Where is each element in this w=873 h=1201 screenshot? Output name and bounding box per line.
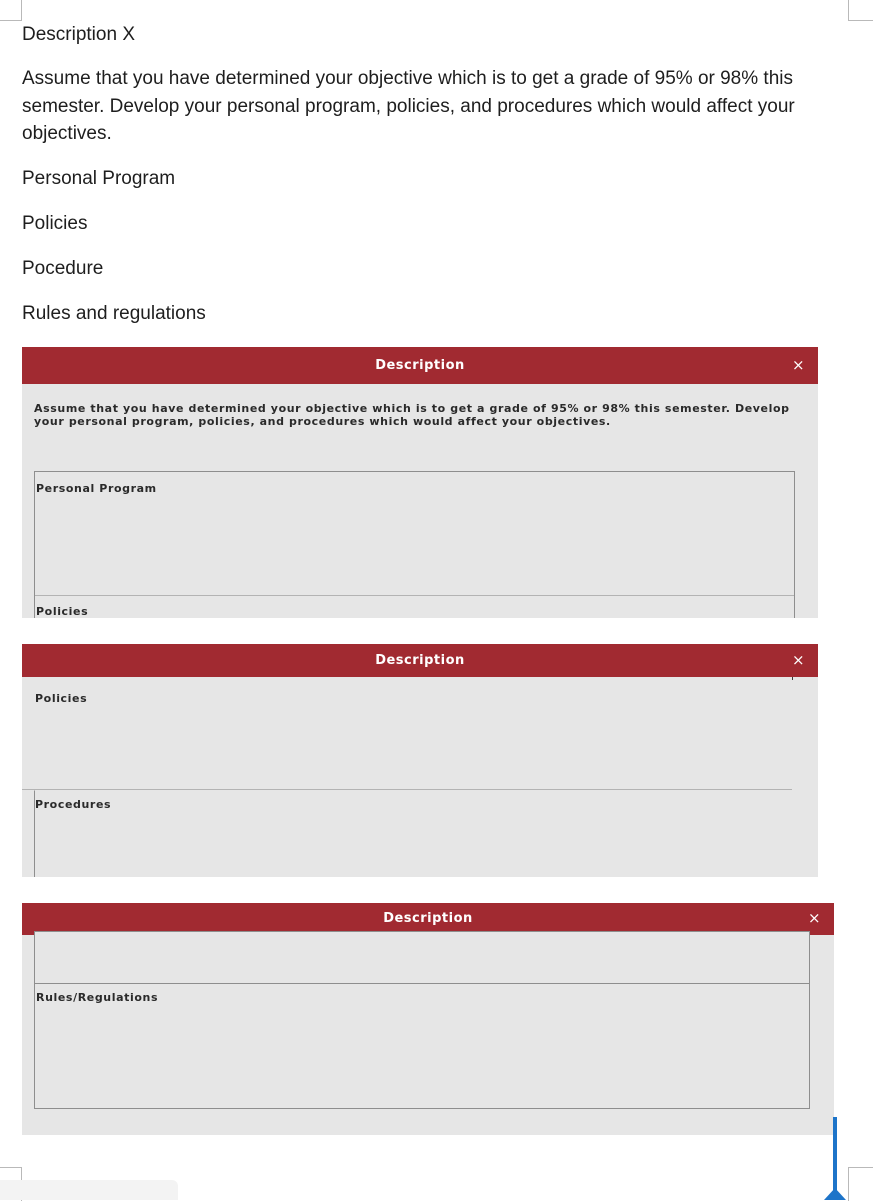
- panel-2-header: [22, 644, 818, 677]
- policies-field[interactable]: [22, 680, 794, 792]
- document-item-policies: Policies: [22, 213, 88, 234]
- panel-2-header-title: Description: [375, 653, 465, 668]
- panel-1-description: Assume that you have determined your objective which is to get a grade of 95% or 98% this semester. Develop your personal program, policies, and procedures which would affect your objectives.: [34, 402, 790, 428]
- panel-1-header-title: Description: [375, 358, 465, 373]
- close-icon[interactable]: ×: [808, 909, 821, 927]
- document-paragraph: Assume that you have determined your objective which is to get a grade of 95% or 98% this semester. Develop your personal program, policies, and procedures which would affect your objectives.: [22, 68, 795, 144]
- document-item-personal-program: Personal Program: [22, 168, 176, 189]
- policies-label: Policies: [36, 605, 89, 618]
- close-icon[interactable]: ×: [792, 651, 805, 669]
- policies-label: Policies: [35, 692, 88, 705]
- page-corner-bottom-right: [848, 1167, 873, 1201]
- description-panel-1: [22, 347, 818, 618]
- document-title: Description X: [22, 24, 135, 45]
- close-icon[interactable]: ×: [792, 356, 805, 374]
- description-panel-3: [22, 903, 834, 1135]
- document-item-rules: Rules and regulations: [22, 303, 206, 324]
- procedures-label: Procedures: [35, 798, 112, 811]
- page-corner-top-right: [848, 0, 873, 21]
- scroll-handle[interactable]: [833, 1117, 837, 1192]
- page-corner-top-left: [0, 0, 22, 21]
- description-panel-2: [22, 644, 818, 877]
- panel-1-header: [22, 347, 818, 384]
- procedures-field[interactable]: [34, 790, 794, 877]
- personal-program-label: Personal Program: [36, 482, 157, 495]
- field-divider: [35, 595, 794, 596]
- bottom-toolbar-stub: [0, 1180, 178, 1200]
- panel-3-header-title: Description: [383, 911, 473, 926]
- previous-field[interactable]: [34, 931, 810, 984]
- document-item-procedure: Pocedure: [22, 258, 104, 279]
- scroll-handle-arrow-icon[interactable]: [824, 1188, 846, 1200]
- rules-regulations-label: Rules/Regulations: [36, 991, 159, 1004]
